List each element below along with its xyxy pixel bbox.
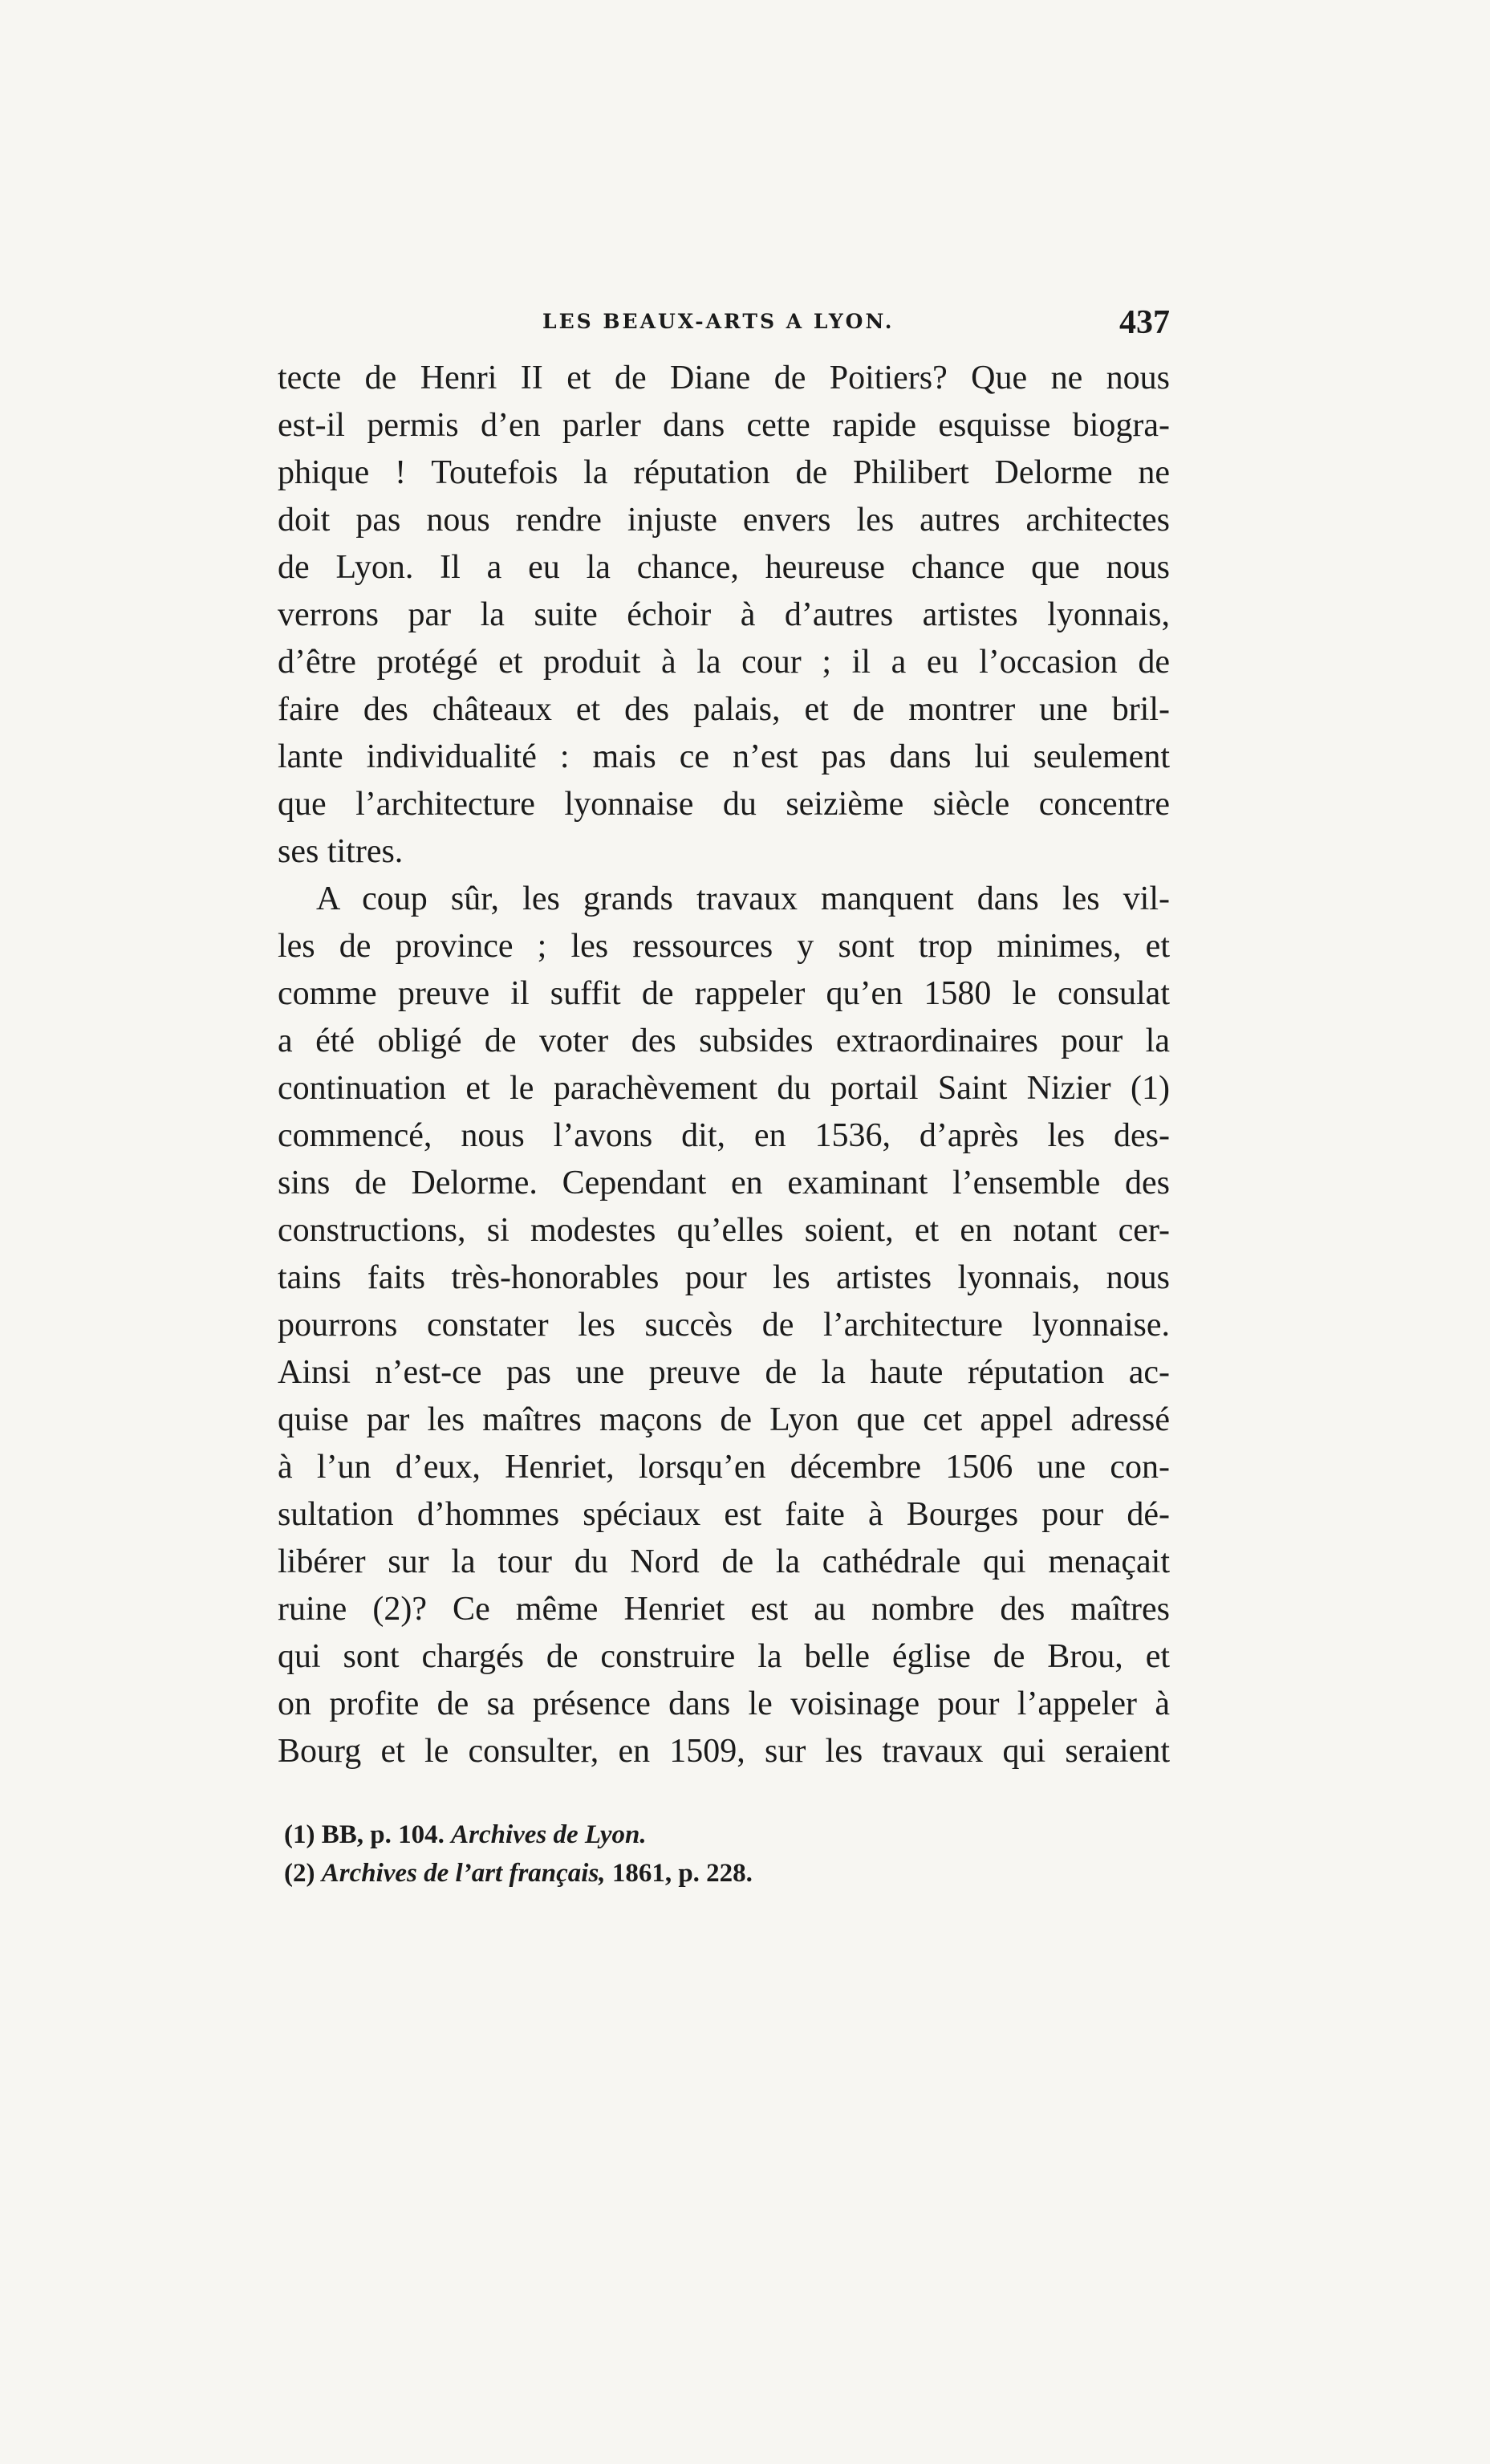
footnotes [278, 1815, 1170, 1893]
text-line: que l’architecture lyonnaise du seizième siècle concentre [278, 786, 1170, 823]
footnote-1-source: Archives de Lyon. [451, 1820, 647, 1849]
text-line: tains faits très-honorables pour les artistes lyonnais, nous [278, 1259, 1170, 1296]
footnote-2-source: Archives de l’art français, [321, 1859, 606, 1888]
text-line: sultation d’hommes spéciaux est faite à Bourges pour dé- [278, 1496, 1170, 1533]
text-line: tecte de Henri II et de Diane de Poitiers? Que ne nous [278, 360, 1170, 396]
text-line: commencé, nous l’avons dit, en 1536, d’après les des- [278, 1117, 1170, 1154]
footnote-2 [278, 1854, 1170, 1893]
text-line: de Lyon. Il a eu la chance, heureuse chance que nous [278, 549, 1170, 586]
text-line: d’être protégé et produit à la cour ; il a eu l’occasion de [278, 644, 1170, 681]
text-line: ses titres. [278, 833, 404, 870]
text-line: sins de Delorme. Cependant en examinant l’ensemble des [278, 1165, 1170, 1202]
text-line: constructions, si modestes qu’elles soient, et en notant cer- [278, 1212, 1170, 1249]
text-line: comme preuve il suffit de rappeler qu’en 1580 le consulat [278, 975, 1170, 1012]
text-line: continuation et le parachèvement du portail Saint Nizier (1) [278, 1070, 1170, 1107]
text-line: a été obligé de voter des subsides extraordinaires pour la [278, 1023, 1170, 1059]
text-line: qui sont chargés de construire la belle église de Brou, et [278, 1638, 1170, 1675]
text-line: faire des châteaux et des palais, et de montrer une bril- [278, 691, 1170, 728]
running-title: LES BEAUX-ARTS A LYON. [542, 310, 895, 333]
footnote-1 [278, 1815, 1170, 1854]
text-line: est-il permis d’en parler dans cette rapide esquisse biogra- [278, 407, 1170, 444]
running-head [278, 303, 1170, 352]
footnote-2-mark: (2) [284, 1859, 322, 1888]
text-line: A coup sûr, les grands travaux manquent dans les vil- [316, 880, 1170, 917]
footnote-1-mark: (1) BB, p. 104. [284, 1820, 452, 1849]
text-line: libérer sur la tour du Nord de la cathédrale qui menaçait [278, 1543, 1170, 1580]
text-line: Bourg et le consulter, en 1509, sur les travaux qui seraient [278, 1733, 1170, 1770]
text-line: Ainsi n’est-ce pas une preuve de la haute réputation ac- [278, 1354, 1170, 1391]
body-text [278, 355, 1170, 1775]
page-number: 437 [1119, 304, 1170, 341]
text-line: doit pas nous rendre injuste envers les autres architectes [278, 502, 1170, 539]
text-line: quise par les maîtres maçons de Lyon que cet appel adressé [278, 1401, 1170, 1438]
text-line: les de province ; les ressources y sont trop minimes, et [278, 928, 1170, 965]
text-line: lante individualité : mais ce n’est pas dans lui seulement [278, 738, 1170, 775]
text-line: ruine (2)? Ce même Henriet est au nombre des maîtres [278, 1591, 1170, 1628]
text-line: on profite de sa présence dans le voisinage pour l’appeler à [278, 1685, 1170, 1722]
text-line: à l’un d’eux, Henriet, lorsqu’en décembre 1506 une con- [278, 1449, 1170, 1486]
text-line: phique ! Toutefois la réputation de Philibert Delorme ne [278, 454, 1170, 491]
footnote-2-rest: 1861, p. 228. [605, 1859, 753, 1888]
text-line: pourrons constater les succès de l’architecture lyonnaise. [278, 1307, 1170, 1344]
text-line: verrons par la suite échoir à d’autres artistes lyonnais, [278, 596, 1170, 633]
